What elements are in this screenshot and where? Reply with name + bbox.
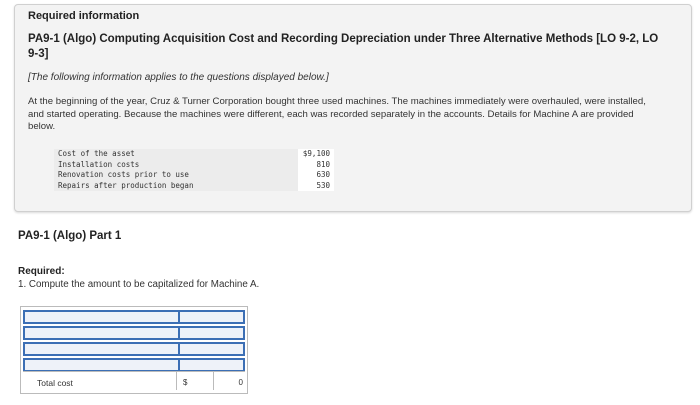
column-divider	[178, 358, 180, 372]
column-divider	[213, 372, 214, 390]
detail-value: 630	[298, 170, 334, 181]
detail-label: Renovation costs prior to use	[54, 170, 298, 181]
problem-title: PA9-1 (Algo) Computing Acquisition Cost and Recording Depreciation under Three Alternative Methods [LO 9-2, LO 9-3]	[28, 33, 659, 60]
column-divider	[178, 310, 180, 324]
answer-input-row[interactable]	[23, 358, 245, 372]
answer-input-row[interactable]	[23, 326, 245, 340]
question-text: 1. Compute the amount to be capitalized for Machine A.	[18, 279, 260, 290]
column-divider	[178, 326, 180, 340]
column-divider	[176, 372, 177, 390]
total-cost-value: 0	[238, 378, 243, 387]
required-information-heading: Required information	[28, 10, 140, 22]
detail-value: 530	[298, 181, 334, 192]
answer-table	[20, 306, 248, 394]
detail-label: Installation costs	[54, 160, 298, 171]
detail-value: $9,100	[298, 149, 334, 160]
detail-row	[54, 170, 334, 181]
column-divider	[178, 342, 180, 356]
info-note: [The following information applies to the questions displayed below.]	[28, 72, 329, 83]
machine-a-details-table	[54, 149, 334, 191]
detail-row	[54, 149, 334, 160]
problem-description: At the beginning of the year, Cruz & Turner Corporation bought three used machines. The machines immediately were overhauled, were installed, and started operating. Because the machines were different, each was recorded separately in the accounts. Details for Machine A are provided below.	[28, 96, 646, 132]
detail-row	[54, 181, 334, 192]
answer-input-row[interactable]	[23, 342, 245, 356]
part-title: PA9-1 (Algo) Part 1	[18, 230, 122, 242]
detail-label: Cost of the asset	[54, 149, 298, 160]
total-cost-row	[23, 371, 245, 390]
total-cost-label: Total cost	[37, 378, 73, 388]
detail-label: Repairs after production began	[54, 181, 298, 192]
detail-row	[54, 160, 334, 171]
required-label: Required:	[18, 266, 65, 277]
currency-symbol: $	[183, 378, 188, 387]
answer-input-row[interactable]	[23, 310, 245, 324]
detail-value: 810	[298, 160, 334, 171]
